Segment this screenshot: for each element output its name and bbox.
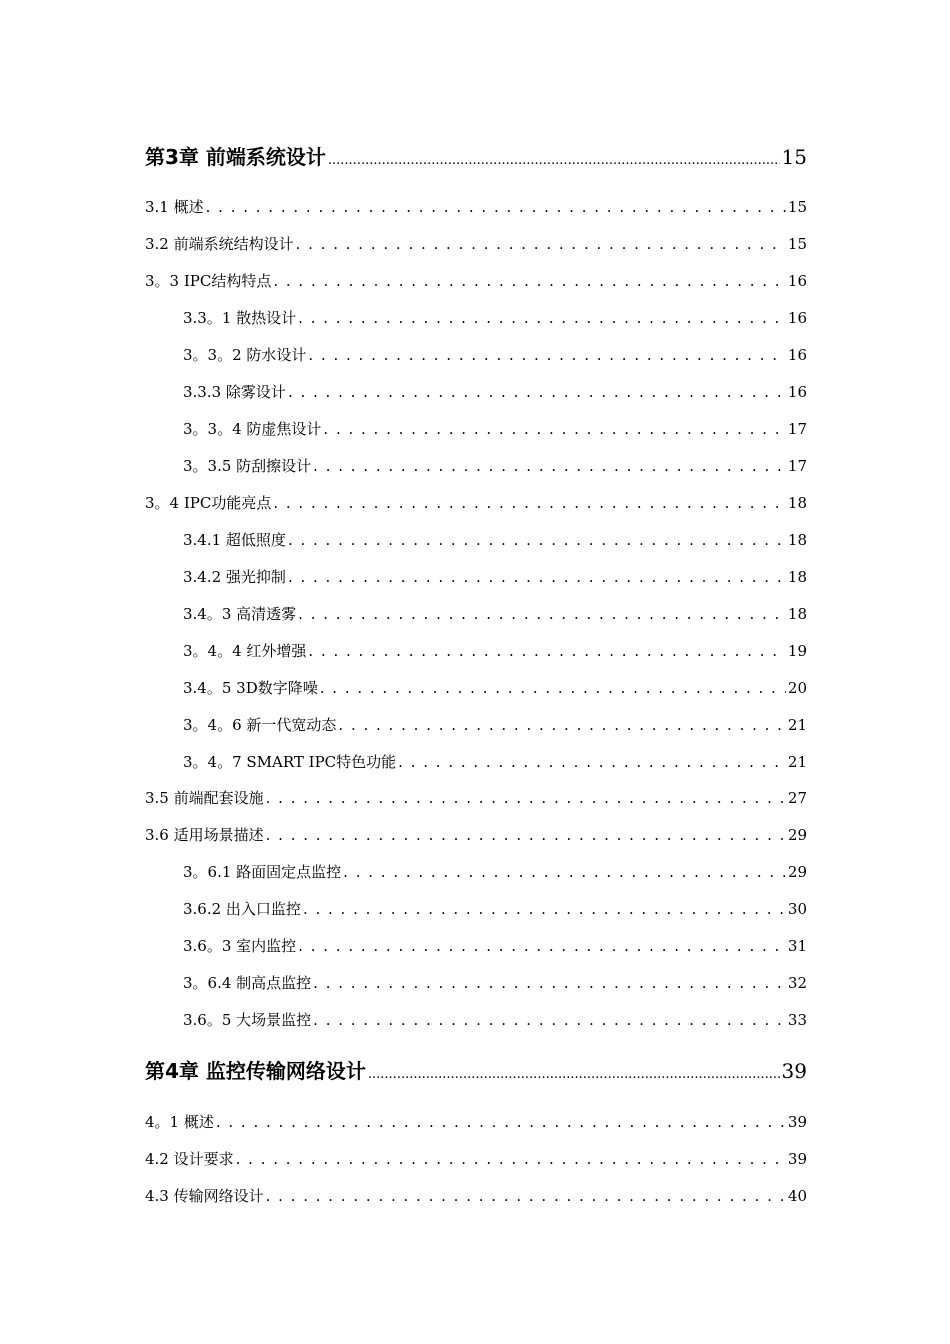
toc-dot-leader	[236, 1150, 786, 1168]
toc-entry-label: 3。4。7 SMART IPC特色功能	[183, 753, 397, 771]
toc-entry-page: 15	[781, 145, 807, 169]
toc-entry-label: 3。4。6 新一代宽动态	[183, 716, 337, 734]
toc-entry[interactable]	[145, 270, 807, 291]
toc-dot-leader	[266, 1187, 786, 1205]
toc-entry-label: 3.6。5 大场景监控	[183, 1011, 312, 1029]
toc-entry-page: 33	[787, 1011, 807, 1029]
toc-entry-page: 17	[787, 457, 807, 475]
toc-dot-leader	[328, 153, 780, 168]
toc-dot-leader	[313, 1011, 786, 1029]
toc-dot-leader	[303, 900, 786, 918]
toc-entry-chapter-3[interactable]	[145, 141, 807, 170]
toc-entry-label: 3。4 IPC功能亮点	[145, 494, 272, 512]
toc-entry-page: 29	[787, 826, 807, 844]
toc-entry-page: 29	[787, 863, 807, 881]
toc-entry-label: 3.6。3 室内监控	[183, 937, 297, 955]
toc-entry-label: 4.2 设计要求	[145, 1150, 234, 1168]
toc-entry[interactable]	[145, 418, 807, 439]
toc-dot-leader	[338, 716, 786, 734]
toc-entry-page: 21	[787, 716, 807, 734]
toc-dot-leader	[266, 789, 786, 807]
toc-entry-label: 3.4。3 高清透雾	[183, 605, 297, 623]
toc-entry-label: 第4章 监控传输网络设计	[145, 1059, 366, 1083]
toc-entry-page: 16	[787, 346, 807, 364]
toc-dot-leader	[343, 863, 786, 881]
toc-entry-label: 3.3.3 除雾设计	[183, 383, 286, 401]
toc-entry[interactable]	[145, 529, 807, 550]
toc-dot-leader	[313, 457, 786, 475]
toc-dot-leader	[273, 272, 786, 290]
toc-dot-leader	[298, 309, 786, 327]
toc-entry[interactable]	[145, 566, 807, 587]
toc-entry[interactable]	[145, 935, 807, 956]
toc-entry-label: 第3章 前端系统设计	[145, 145, 326, 169]
toc-dot-leader	[398, 753, 786, 771]
toc-entry[interactable]	[145, 603, 807, 624]
toc-dot-leader	[288, 531, 786, 549]
toc-entry[interactable]	[145, 196, 807, 217]
toc-dot-leader	[313, 974, 786, 992]
toc-entry[interactable]	[145, 640, 807, 661]
toc-entry-page: 18	[787, 494, 807, 512]
toc-dot-leader	[206, 198, 786, 216]
toc-entry[interactable]	[145, 861, 807, 882]
toc-entry-label: 3.6.2 出入口监控	[183, 900, 301, 918]
toc-entry[interactable]	[145, 455, 807, 476]
toc-entry-page: 39	[787, 1150, 807, 1168]
toc-entry[interactable]	[145, 1111, 807, 1132]
toc-entry-page: 30	[787, 900, 807, 918]
toc-entry-page: 20	[787, 679, 807, 697]
toc-entry-label: 3。6.4 制高点监控	[183, 974, 312, 992]
toc-entry[interactable]	[145, 714, 807, 735]
toc-entry-label: 3。3.5 防刮擦设计	[183, 457, 312, 475]
toc-entry-page: 31	[787, 937, 807, 955]
toc-entry-label: 3。6.1 路面固定点监控	[183, 863, 342, 881]
toc-dot-leader	[308, 346, 786, 364]
toc-entry-page: 16	[787, 272, 807, 290]
toc-entry-page: 16	[787, 309, 807, 327]
toc-entry[interactable]	[145, 898, 807, 919]
toc-entry-label: 3.3。1 散热设计	[183, 309, 297, 327]
toc-entry[interactable]	[145, 1185, 807, 1206]
toc-entry[interactable]	[145, 751, 807, 772]
toc-dot-leader	[288, 383, 786, 401]
toc-entry-page: 19	[787, 642, 807, 660]
toc-entry-page: 21	[787, 753, 807, 771]
toc-entry-chapter-4[interactable]	[145, 1055, 807, 1084]
toc-entry-page: 27	[787, 789, 807, 807]
toc-entry-page: 17	[787, 420, 807, 438]
toc-dot-leader	[273, 494, 786, 512]
toc-entry-label: 3。3。2 防水设计	[183, 346, 307, 364]
toc-entry-label: 3.6 适用场景描述	[145, 826, 264, 844]
toc-entry-page: 18	[787, 605, 807, 623]
toc-entry-label: 3.4.2 强光抑制	[183, 568, 286, 586]
toc-entry[interactable]	[145, 824, 807, 845]
toc-entry[interactable]	[145, 381, 807, 402]
toc-entry-label: 3.5 前端配套设施	[145, 789, 264, 807]
toc-entry-page: 18	[787, 531, 807, 549]
toc-entry-page: 15	[787, 198, 807, 216]
toc-entry-label: 4。1 概述	[145, 1113, 214, 1131]
toc-entry-page: 39	[781, 1059, 807, 1083]
toc-entry-page: 15	[787, 235, 807, 253]
toc-entry-label: 3.1 概述	[145, 198, 204, 216]
toc-dot-leader	[368, 1067, 780, 1082]
toc-entry[interactable]	[145, 307, 807, 328]
toc-entry[interactable]	[145, 677, 807, 698]
toc-entry-page: 18	[787, 568, 807, 586]
toc-entry[interactable]	[145, 787, 807, 808]
toc-entry-page: 16	[787, 383, 807, 401]
toc-entry[interactable]	[145, 492, 807, 513]
toc-entry[interactable]	[145, 972, 807, 993]
toc-dot-leader	[320, 679, 786, 697]
toc-entry-page: 40	[787, 1187, 807, 1205]
toc-entry[interactable]	[145, 1009, 807, 1030]
toc-dot-leader	[296, 235, 786, 253]
toc-entry-page: 39	[787, 1113, 807, 1131]
toc-entry[interactable]	[145, 233, 807, 254]
toc-entry-label: 3.2 前端系统结构设计	[145, 235, 294, 253]
toc-entry-page: 32	[787, 974, 807, 992]
toc-entry[interactable]	[145, 1148, 807, 1169]
toc-entry-label: 4.3 传输网络设计	[145, 1187, 264, 1205]
toc-entry-label: 3.4。5 3D数字降噪	[183, 679, 318, 697]
toc-entry-label: 3。4。4 红外增强	[183, 642, 307, 660]
toc-entry-label: 3。3。4 防虚焦设计	[183, 420, 322, 438]
toc-dot-leader	[266, 826, 786, 844]
toc-dot-leader	[298, 605, 786, 623]
toc-dot-leader	[216, 1113, 786, 1131]
toc-dot-leader	[308, 642, 786, 660]
toc-entry-label: 3.4.1 超低照度	[183, 531, 286, 549]
toc-entry-label: 3。3 IPC结构特点	[145, 272, 272, 290]
toc-dot-leader	[288, 568, 786, 586]
toc-dot-leader	[323, 420, 786, 438]
toc-dot-leader	[298, 937, 786, 955]
toc-entry[interactable]	[145, 344, 807, 365]
